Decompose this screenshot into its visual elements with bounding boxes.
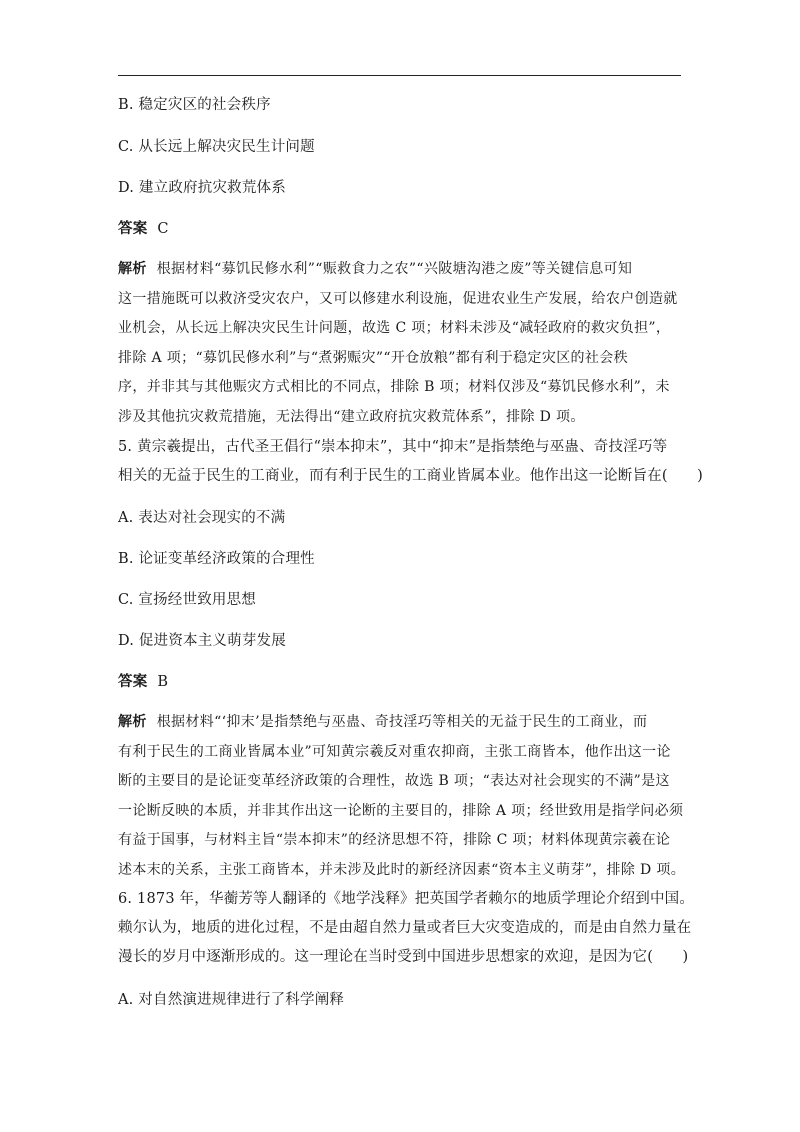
q5-option-c: C. 宣扬经世致用思想 (118, 592, 256, 608)
answer-label: 答案 (118, 674, 148, 690)
q4-option-d: D. 建立政府抗灾救荒体系 (118, 180, 286, 196)
explanation-line: 根据材料“‘抑末’是指禁绝与巫蛊、奇技淫巧等相关的无益于民生的工商业，而 (156, 714, 648, 730)
header-rule (118, 75, 681, 76)
explanation-label: 解析 (118, 261, 147, 277)
q6-stem (118, 885, 695, 972)
q5-option-b: B. 论证变革经济政策的合理性 (118, 551, 315, 567)
explanation-line: 这一措施既可以救济受灾农户，又可以修建水利设施，促进农业生产发展，给农户创造就 (118, 290, 678, 307)
stem-line: 赖尔认为，地质的进化过程，不是由超自然力量或者巨大灾变造成的，而是由自然力量在 (118, 920, 692, 936)
explanation-line: 断的主要目的是论证变革经济政策的合理性，故选 B 项；“表达对社会现实的不满”是这 (118, 773, 670, 790)
stem-line: 相关的无益于民生的工商业，而有利于民生的工商业皆属本业。他作出这一论断旨在( ) (118, 468, 704, 484)
explanation-line: 有益于国事，与材料主旨“崇本抑末”的经济思想不符，排除 C 项；材料体现黄宗羲在论 (118, 832, 671, 849)
stem-line: 6. 1873 年，华蘅芳等人翻译的《地学浅释》把英国学者赖尔的地质学理论介绍到中国。 (118, 891, 695, 907)
q4-answer (118, 219, 686, 239)
explanation-line: 有利于民生的工商业皆属本业”可知黄宗羲反对重农抑商，主张工商皆本，他作出这一论 (118, 743, 671, 760)
q5-option-a: A. 表达对社会现实的不满 (118, 510, 286, 526)
q5-answer (118, 672, 686, 692)
q5-stem (118, 433, 704, 491)
explanation-line: 序，并非其与其他赈灾方式相比的不同点，排除 B 项；材料仅涉及“募饥民修水利”，未 (118, 379, 670, 396)
answer-value: B (157, 674, 169, 690)
q4-explanation (118, 255, 686, 433)
explanation-line: 涉及其他抗灾救荒措施，无法得出“建立政府抗灾救荒体系”，排除 D 项。 (118, 408, 585, 425)
stem-line: 5. 黄宗羲提出，古代圣王倡行“崇本抑末”，其中“抑末”是指禁绝与巫蛊、奇技淫巧等 (118, 439, 668, 455)
answer-label: 答案 (118, 221, 148, 237)
explanation-line: 业机会，从长远上解决灾民生计问题，故选 C 项；材料未涉及“减轻政府的救灾负担”， (118, 320, 671, 337)
explanation-line: 一论断反映的本质，并非其作出这一论断的主要目的，排除 A 项；经世致用是指学问必须 (118, 802, 684, 819)
explanation-line: 根据材料“募饥民修水利”“赈救食力之农”“兴陂塘沟港之废”等关键信息可知 (156, 261, 633, 277)
explanation-line: 排除 A 项；“募饥民修水利”与“煮粥赈灾”“开仓放粮”都有利于稳定灾区的社会秩 (118, 349, 628, 366)
explanation-label: 解析 (118, 714, 147, 730)
explanation-line: 述本末的关系，主张工商皆本，并未涉及此时的新经济因素“资本主义萌芽”，排除 D 项。 (118, 861, 686, 878)
q6-option-a: A. 对自然演进规律进行了科学阐释 (118, 992, 345, 1008)
q4-option-c: C. 从长远上解决灾民生计问题 (118, 139, 315, 155)
answer-value: C (157, 221, 169, 237)
q5-option-d: D. 促进资本主义萌芽发展 (118, 633, 286, 649)
q5-explanation (118, 708, 686, 886)
stem-line: 漫长的岁月中逐渐形成的。这一理论在当时受到中国进步思想家的欢迎，是因为它( ) (118, 949, 689, 965)
q4-option-b: B. 稳定灾区的社会秩序 (118, 97, 271, 113)
